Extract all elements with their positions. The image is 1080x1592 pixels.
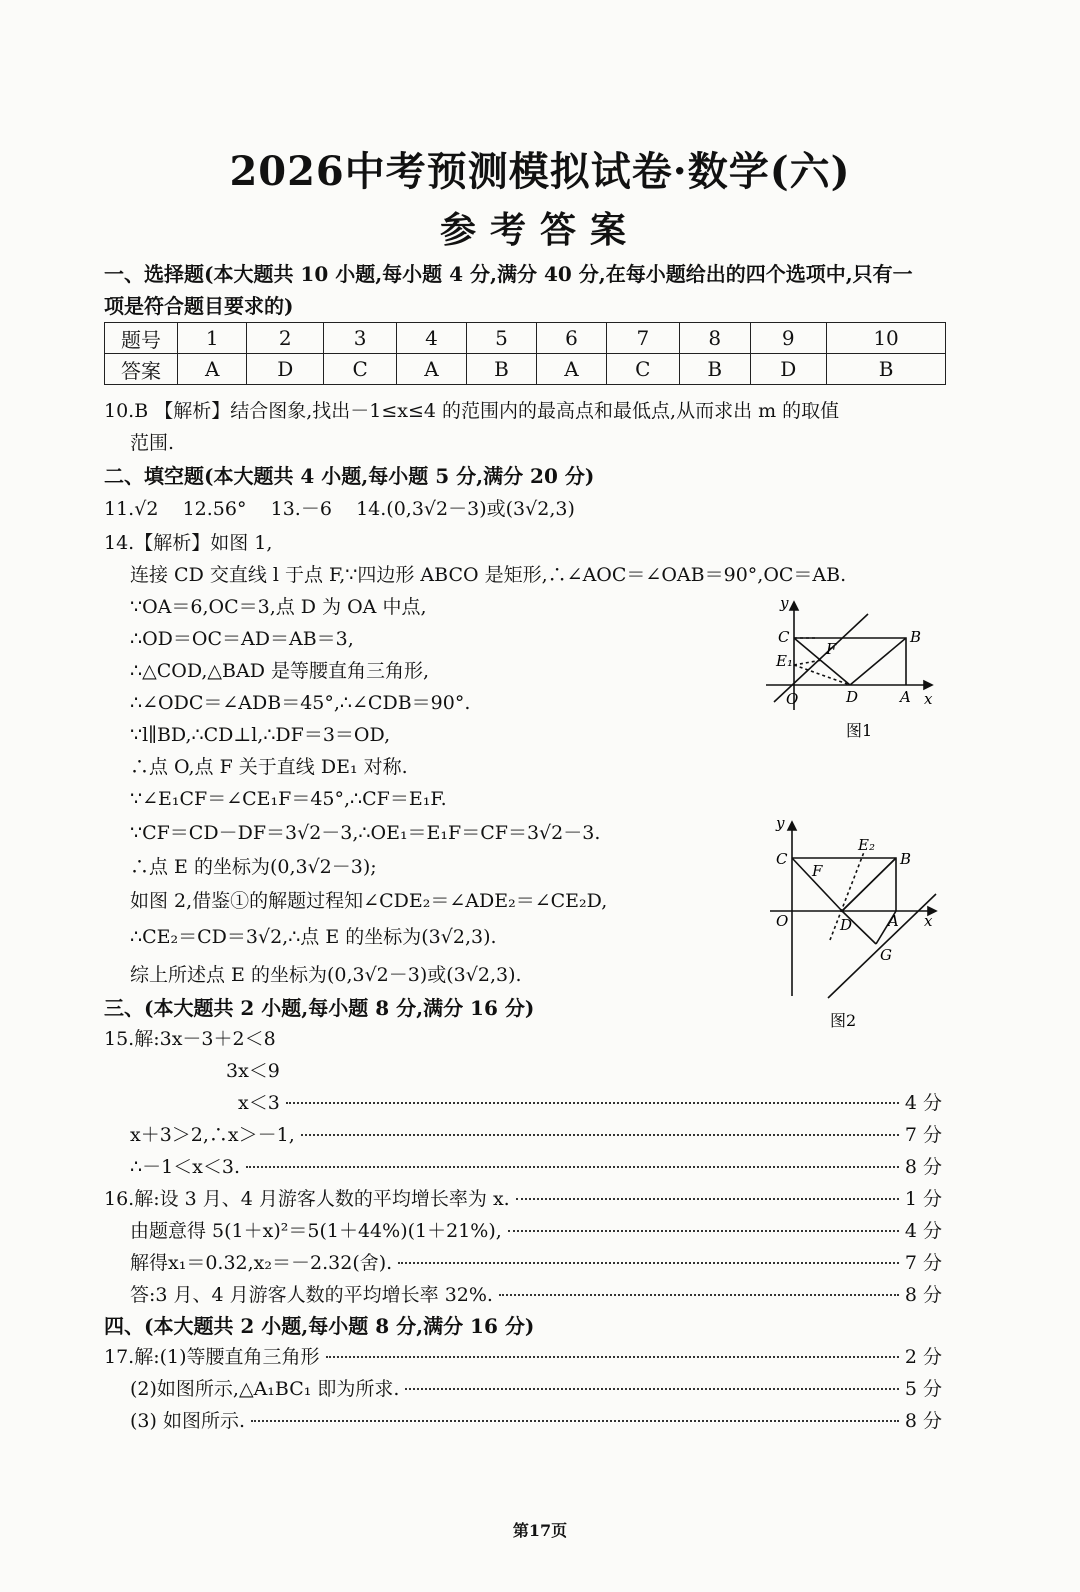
- table-cell: B: [466, 354, 537, 385]
- table-cell: 9: [750, 323, 827, 354]
- score-row: [130, 1280, 942, 1307]
- answer-table: [104, 322, 946, 385]
- score-row: [130, 1120, 942, 1147]
- table-cell: D: [247, 354, 324, 385]
- analysis-line: ∴CE₂＝CD＝3√2,∴点 E 的坐标为(3√2,3).: [130, 926, 497, 948]
- analysis-line: ∴OD＝OC＝AD＝AB＝3,: [130, 628, 354, 650]
- table-header-label: 题号: [105, 323, 178, 354]
- table-cell: 2: [247, 323, 324, 354]
- section3-heading: 三、(本大题共 2 小题,每小题 8 分,满分 16 分): [104, 996, 535, 1020]
- table-cell: 4: [397, 323, 466, 354]
- q10-note-line1: 10.B 【解析】结合图象,找出－1≤x≤4 的范围内的最高点和最低点,从而求出 m 的取值: [104, 400, 840, 422]
- table-cell: A: [178, 354, 247, 385]
- step-score: 2 分: [904, 1346, 942, 1368]
- step-score: 4 分: [904, 1092, 942, 1114]
- fig2-label: C: [776, 850, 788, 868]
- step-text: (2)如图所示,△A₁BC₁ 即为所求.: [130, 1378, 400, 1400]
- analysis-line: ∴点 O,点 F 关于直线 DE₁ 对称.: [130, 756, 408, 778]
- step-text: 解得x₁＝0.32,x₂＝－2.32(舍).: [130, 1252, 393, 1274]
- table-cell: 5: [466, 323, 537, 354]
- analysis-line: ∵l∥BD,∴CD⊥l,∴DF＝3＝OD,: [130, 724, 391, 746]
- table-row-answers: [105, 354, 946, 385]
- analysis-line: 连接 CD 交直线 l 于点 F,∵四边形 ABCO 是矩形,∴∠AOC＝∠OAB＝90°,OC＝AB.: [130, 564, 847, 586]
- table-cell: A: [537, 354, 606, 385]
- q15-line1: 15.解:3x－3＋2＜8: [104, 1028, 276, 1050]
- fig2-label: O: [776, 912, 789, 930]
- table-cell: 10: [827, 323, 946, 354]
- step-text: (3) 如图所示.: [130, 1410, 245, 1432]
- fig2-label: E₂: [858, 836, 875, 854]
- analysis-line: ∴△COD,△BAD 是等腰直角三角形,: [130, 660, 430, 682]
- table-cell: B: [679, 354, 750, 385]
- step-text: 16.解:设 3 月、4 月游客人数的平均增长率为 x.: [104, 1188, 510, 1210]
- fig1-label: E₁: [776, 652, 793, 670]
- score-row: [130, 1248, 942, 1275]
- page-subtitle: 参考答案: [439, 209, 640, 251]
- step-score: 7 分: [904, 1252, 942, 1274]
- fig1-label: F: [826, 640, 837, 658]
- step-score: 7 分: [904, 1124, 942, 1146]
- analysis-line: ∵∠E₁CF＝∠CE₁F＝45°,∴CF＝E₁F.: [130, 788, 447, 810]
- fig2-caption: 图2: [830, 1011, 857, 1030]
- score-row: [130, 1374, 942, 1401]
- score-row: [130, 1152, 942, 1179]
- fig1-label: A: [900, 688, 911, 706]
- step-text: 由题意得 5(1＋x)²＝5(1＋44%)(1＋21%),: [130, 1220, 502, 1242]
- table-cell: 8: [679, 323, 750, 354]
- fig2-label: G: [880, 946, 892, 964]
- step-text: 17.解:(1)等腰直角三角形: [104, 1346, 320, 1368]
- fig1-label: C: [778, 628, 790, 646]
- section2-heading: 二、填空题(本大题共 4 小题,每小题 5 分,满分 20 分): [104, 464, 595, 488]
- step-score: 4 分: [904, 1220, 942, 1242]
- table-cell: 7: [606, 323, 679, 354]
- step-score: 1 分: [904, 1188, 942, 1210]
- score-row: [104, 1184, 942, 1211]
- score-row: [104, 1342, 942, 1369]
- fig1-caption: 图1: [846, 721, 873, 740]
- figure-2: [760, 808, 950, 1038]
- table-cell: 1: [178, 323, 247, 354]
- step-text: x＋3＞2,∴x＞－1,: [130, 1124, 295, 1146]
- step-score: 8 分: [904, 1410, 942, 1432]
- page-title: 2026中考预测模拟试卷·数学(六): [229, 148, 851, 195]
- fig1-label: O: [786, 690, 799, 708]
- analysis-line: ∵OA＝6,OC＝3,点 D 为 OA 中点,: [130, 596, 427, 618]
- step-text: x＜3: [238, 1092, 280, 1114]
- score-row: [130, 1216, 942, 1243]
- fig1-label: B: [910, 628, 922, 646]
- section4-heading: 四、(本大题共 2 小题,每小题 8 分,满分 16 分): [104, 1314, 535, 1338]
- analysis-line: ∵CF＝CD－DF＝3√2－3,∴OE₁＝E₁F＝CF＝3√2－3.: [130, 822, 601, 844]
- fig2-label: D: [840, 916, 853, 934]
- fig2-label: y: [776, 814, 785, 832]
- step-score: 5 分: [904, 1378, 942, 1400]
- q15-line2: 3x＜9: [226, 1060, 280, 1082]
- score-row: [130, 1406, 942, 1433]
- fig2-label: x: [924, 912, 933, 930]
- fig2-label: A: [888, 912, 899, 930]
- section1-heading-line2: 项是符合题目要求的): [104, 294, 294, 318]
- analysis-line: 综上所述点 E 的坐标为(0,3√2－3)或(3√2,3).: [130, 964, 522, 986]
- q10-note-line2: 范围.: [130, 432, 175, 454]
- table-cell: A: [397, 354, 466, 385]
- analysis-line: 如图 2,借鉴①的解题过程知∠CDE₂＝∠ADE₂＝∠CE₂D,: [130, 890, 608, 912]
- table-answer-label: 答案: [105, 354, 178, 385]
- page-number: 第17页: [512, 1521, 568, 1540]
- fig1-label: x: [924, 690, 933, 708]
- analysis-line: ∴∠ODC＝∠ADB＝45°,∴∠CDB＝90°.: [130, 692, 471, 714]
- fill-answers-line: 11.√2 12.56° 13.－6 14.(0,3√2－3)或(3√2,3): [104, 498, 575, 520]
- table-cell: 3: [324, 323, 397, 354]
- table-cell: D: [750, 354, 827, 385]
- step-text: 答:3 月、4 月游客人数的平均增长率 32%.: [130, 1284, 493, 1306]
- score-row: [238, 1088, 942, 1115]
- analysis-line: ∴点 E 的坐标为(0,3√2－3);: [130, 856, 377, 878]
- fig2-label: F: [812, 862, 823, 880]
- table-cell: C: [606, 354, 679, 385]
- step-score: 8 分: [904, 1156, 942, 1178]
- fig2-label: B: [900, 850, 912, 868]
- figure-1: [760, 590, 950, 750]
- fig1-label: D: [846, 688, 859, 706]
- section1-heading-line1: 一、选择题(本大题共 10 小题,每小题 4 分,满分 40 分,在每小题给出的四个选项中,只有一: [104, 262, 913, 286]
- analysis-line: 14.【解析】如图 1,: [104, 532, 273, 554]
- step-text: ∴－1＜x＜3.: [130, 1156, 241, 1178]
- fig1-label: y: [780, 594, 789, 612]
- step-score: 8 分: [904, 1284, 942, 1306]
- table-cell: B: [827, 354, 946, 385]
- table-row-numbers: [105, 323, 946, 354]
- table-cell: 6: [537, 323, 606, 354]
- table-cell: C: [324, 354, 397, 385]
